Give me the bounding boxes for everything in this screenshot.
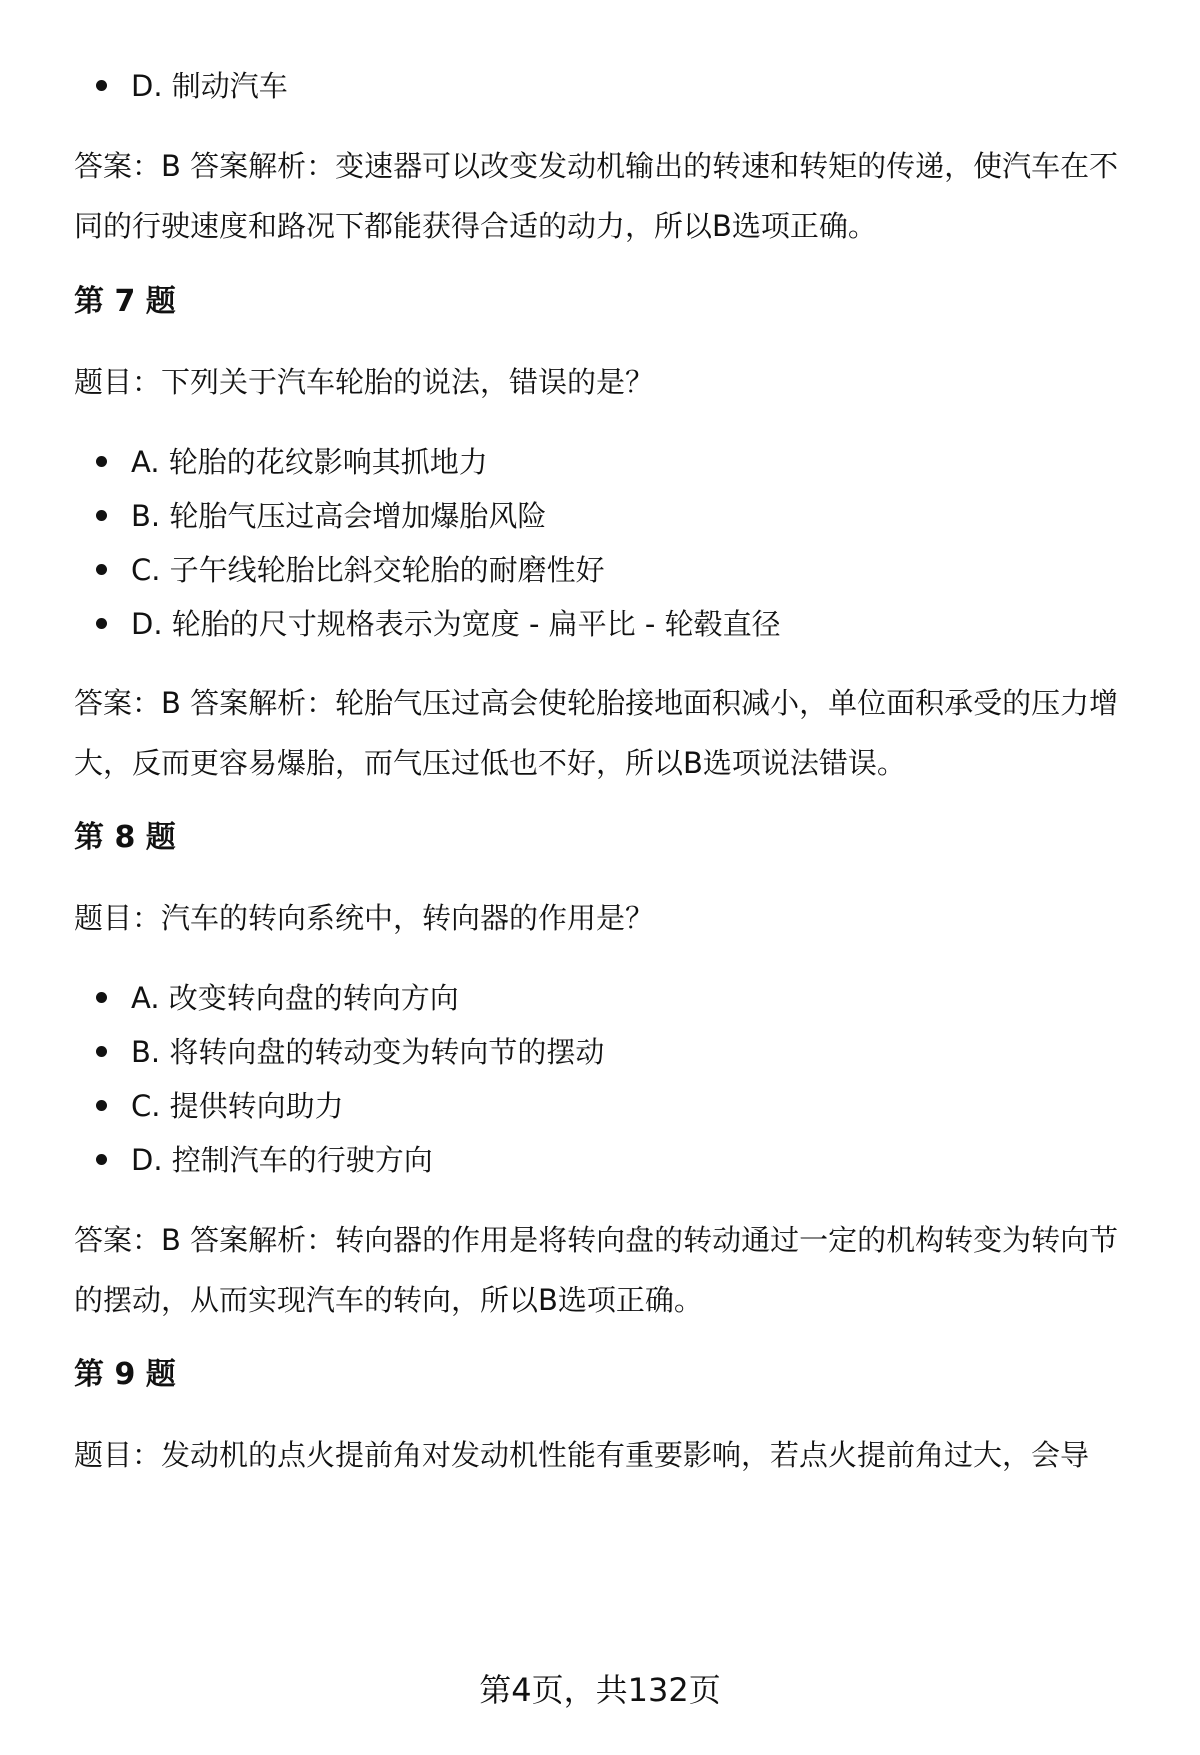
option-item: A. 改变转向盘的转向方向 (96, 978, 459, 1018)
bullet-icon (96, 564, 107, 575)
bullet-icon (96, 510, 107, 521)
option-item: A. 轮胎的花纹影响其抓地力 (96, 442, 488, 482)
option-item: D. 轮胎的尺寸规格表示为宽度 - 扁平比 - 轮毂直径 (96, 604, 781, 644)
question-text: 题目：发动机的点火提前角对发动机性能有重要影响，若点火提前角过大，会导 (74, 1438, 1090, 1472)
question-heading: 第 7 题 (74, 284, 176, 319)
page-footer: 第4页，共132页 (479, 1671, 721, 1709)
answer-explanation: 答案：B 答案解析：轮胎气压过高会使轮胎接地面积减小，单位面积承受的压力增大，反而更容易爆胎，而气压过低也不好，所以B选项说法错误。 (74, 686, 1119, 780)
bullet-icon (96, 456, 107, 467)
option-item: B. 轮胎气压过高会增加爆胎风险 (96, 496, 546, 536)
bullet-icon (96, 80, 107, 91)
question-text: 题目：汽车的转向系统中，转向器的作用是？ (74, 901, 655, 935)
question-heading: 第 9 题 (74, 1357, 176, 1392)
option-item: C. 提供转向助力 (96, 1086, 344, 1126)
answer-explanation: 答案：B 答案解析：变速器可以改变发动机输出的转速和转矩的传递，使汽车在不同的行驶速度和路况下都能获得合适的动力，所以B选项正确。 (74, 149, 1119, 243)
bullet-icon (96, 618, 107, 629)
option-item: D. 控制汽车的行驶方向 (96, 1140, 433, 1180)
bullet-icon (96, 1154, 107, 1165)
option-item: C. 子午线轮胎比斜交轮胎的耐磨性好 (96, 550, 605, 590)
option-item: B. 将转向盘的转动变为转向节的摆动 (96, 1032, 604, 1072)
bullet-icon (96, 1046, 107, 1057)
option-item: D. 制动汽车 (96, 66, 288, 106)
question-heading: 第 8 题 (74, 820, 176, 855)
bullet-icon (96, 1100, 107, 1111)
answer-explanation: 答案：B 答案解析：转向器的作用是将转向盘的转动通过一定的机构转变为转向节的摆动，从而实现汽车的转向，所以B选项正确。 (74, 1223, 1119, 1317)
question-text: 题目：下列关于汽车轮胎的说法，错误的是？ (74, 365, 655, 399)
bullet-icon (96, 992, 107, 1003)
